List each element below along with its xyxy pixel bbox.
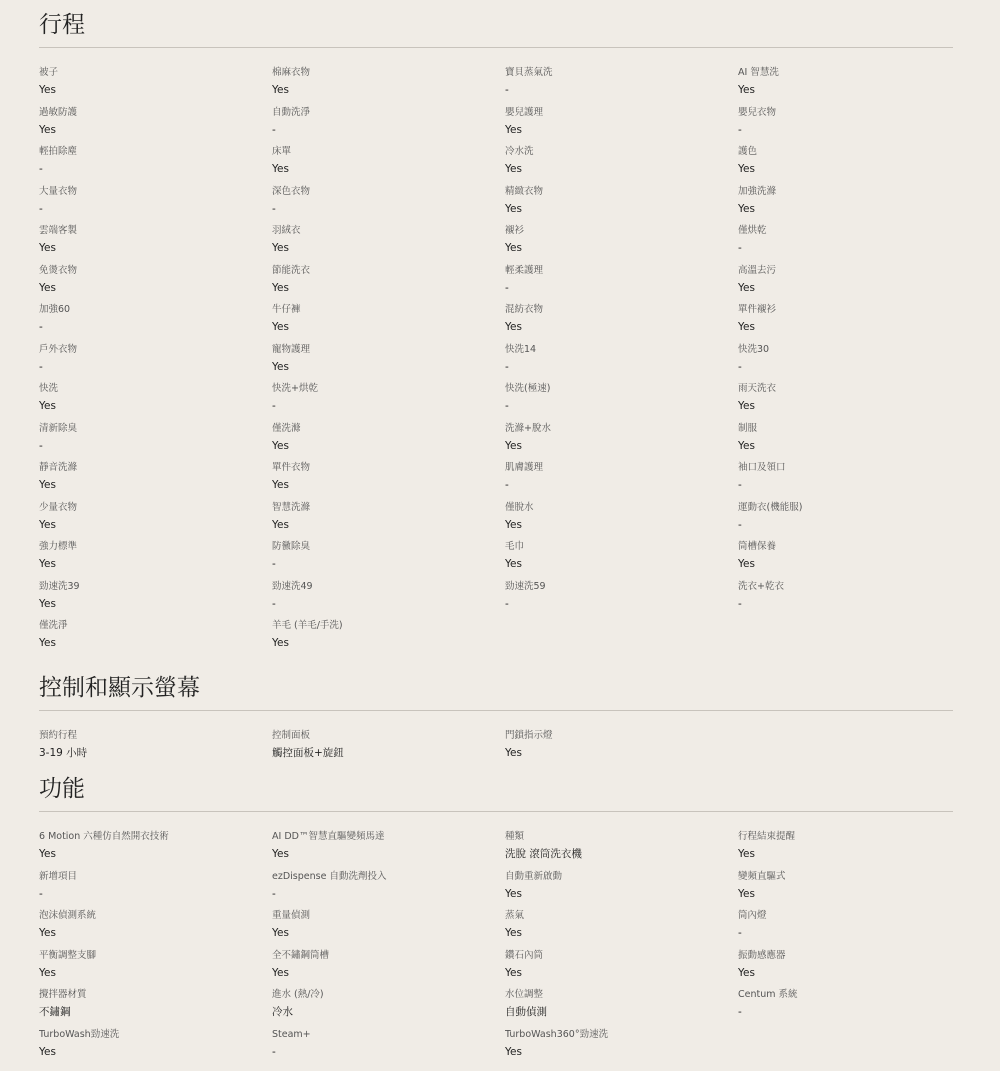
spec-item	[39, 461, 272, 501]
spec-item	[738, 461, 971, 501]
spec-item	[39, 949, 272, 989]
spec-label: 靜音洗滌	[39, 462, 78, 473]
spec-label: AI DD™智慧直驅變頻馬達	[272, 831, 385, 842]
spec-value: Yes	[39, 597, 56, 610]
spec-item	[39, 66, 272, 106]
spec-item	[505, 1028, 738, 1068]
spec-label: 僅洗淨	[39, 620, 68, 631]
spec-label: 鑽石內筒	[505, 949, 544, 961]
spec-value: Yes	[505, 163, 522, 175]
spec-label: 寶貝蒸氣洗	[505, 67, 553, 78]
spec-label: 雲端客製	[39, 225, 78, 236]
spec-label: 羊毛 (羊毛/手洗)	[272, 620, 343, 631]
spec-value: Yes	[272, 848, 289, 860]
spec-grid-features	[39, 812, 953, 1067]
spec-item	[505, 949, 738, 989]
spec-value: Yes	[272, 479, 289, 491]
spec-item	[39, 1028, 272, 1068]
spec-label: 行程結束提醒	[738, 831, 796, 842]
spec-value: Yes	[505, 123, 522, 136]
spec-value: Yes	[39, 637, 56, 649]
spec-value: Yes	[39, 123, 56, 136]
spec-label: 牛仔褲	[272, 304, 301, 315]
spec-label: 單件衣物	[272, 462, 311, 473]
spec-value: 不鏽鋼	[39, 1006, 71, 1018]
spec-item	[738, 909, 971, 949]
spec-value: 觸控面板+旋鈕	[272, 746, 344, 759]
spec-label: 羽絨衣	[272, 225, 301, 236]
spec-label: 種類	[505, 831, 525, 842]
spec-item	[505, 909, 738, 949]
section-controls-display	[39, 659, 953, 769]
spec-label: 變頻直驅式	[738, 870, 786, 882]
spec-item	[505, 382, 738, 422]
spec-value: Yes	[39, 281, 56, 294]
spec-label: 6 Motion 六種仿自然開衣技術	[39, 831, 169, 842]
spec-item	[272, 1028, 505, 1068]
spec-item	[272, 870, 505, 910]
spec-item	[39, 619, 272, 659]
spec-label: 戶外衣物	[39, 343, 78, 355]
spec-value: Yes	[272, 439, 289, 452]
spec-value: Yes	[738, 84, 755, 96]
spec-value: Yes	[272, 281, 289, 294]
spec-label: 新增項目	[39, 870, 78, 882]
spec-label: 輕柔護理	[505, 264, 544, 276]
spec-value: Yes	[39, 927, 56, 939]
spec-value: Yes	[272, 637, 289, 649]
spec-item	[505, 501, 738, 541]
spec-item	[505, 303, 738, 343]
spec-item	[505, 66, 738, 106]
spec-label: 床單	[272, 146, 292, 157]
spec-value: -	[39, 321, 43, 333]
spec-item	[39, 580, 272, 620]
spec-label: 振動感應器	[738, 949, 786, 961]
spec-value: Yes	[738, 321, 755, 333]
spec-item	[272, 619, 505, 659]
spec-value: Yes	[505, 518, 522, 531]
spec-value: -	[505, 360, 509, 373]
spec-item	[272, 145, 505, 185]
spec-item	[39, 501, 272, 541]
spec-value: -	[738, 242, 742, 254]
spec-value: 洗脫 滾筒洗衣機	[505, 848, 582, 860]
spec-item	[738, 382, 971, 422]
spec-item	[505, 540, 738, 580]
spec-value: -	[272, 202, 276, 215]
spec-label: 清新除臭	[39, 422, 78, 434]
spec-label: 自動重新啟動	[505, 870, 563, 882]
spec-value: -	[738, 1006, 742, 1018]
spec-label: 勁速洗39	[39, 580, 80, 592]
spec-value: -	[272, 123, 276, 136]
spec-label: 快洗	[39, 383, 59, 394]
spec-label: 預約行程	[39, 729, 78, 741]
spec-value: -	[272, 558, 276, 570]
spec-value: Yes	[505, 558, 522, 570]
spec-value: Yes	[505, 202, 522, 215]
spec-item	[505, 422, 738, 462]
spec-value: Yes	[738, 400, 755, 412]
spec-label: 制服	[738, 422, 758, 434]
spec-label: 單件襯衫	[738, 304, 777, 315]
spec-value: -	[272, 887, 276, 900]
spec-label: 嬰兒衣物	[738, 106, 777, 118]
spec-label: 護色	[738, 146, 758, 157]
spec-value: Yes	[505, 439, 522, 452]
spec-label: 平衡調整支腳	[39, 949, 97, 961]
spec-value: Yes	[39, 848, 56, 860]
spec-label: 嬰兒護理	[505, 106, 544, 118]
spec-value: -	[738, 479, 742, 491]
spec-value: -	[39, 887, 43, 900]
spec-value: Yes	[505, 321, 522, 333]
spec-item	[272, 949, 505, 989]
spec-item	[505, 224, 738, 264]
spec-value: -	[505, 597, 509, 610]
spec-label: 筒槽保養	[738, 541, 777, 552]
spec-item	[505, 830, 738, 870]
spec-value: Yes	[39, 518, 56, 531]
spec-value: Yes	[39, 1045, 56, 1058]
spec-label: 寵物護理	[272, 343, 311, 355]
spec-value: Yes	[505, 927, 522, 939]
spec-value: -	[738, 360, 742, 373]
spec-value: Yes	[272, 242, 289, 254]
spec-item	[39, 382, 272, 422]
spec-value: Yes	[272, 163, 289, 175]
spec-label: AI 智慧洗	[738, 67, 779, 78]
spec-item	[505, 185, 738, 225]
spec-value: -	[738, 927, 742, 939]
spec-label: 門鎖指示燈	[505, 729, 553, 741]
spec-value: -	[505, 400, 509, 412]
spec-label: 大量衣物	[39, 185, 78, 197]
spec-item	[738, 870, 971, 910]
spec-item	[272, 382, 505, 422]
section-title-features: 功能	[39, 768, 953, 812]
section-programs	[39, 0, 953, 659]
spec-value: Yes	[272, 360, 289, 373]
spec-value: -	[272, 1045, 276, 1058]
spec-label: 僅洗滌	[272, 422, 301, 434]
spec-value: Yes	[272, 321, 289, 333]
spec-item	[39, 422, 272, 462]
spec-item	[39, 830, 272, 870]
spec-item	[505, 988, 738, 1028]
spec-value: -	[505, 281, 509, 294]
spec-label: 泡沫偵測系統	[39, 910, 97, 921]
spec-label: 控制面板	[272, 729, 311, 741]
spec-label: 勁速洗59	[505, 580, 546, 592]
spec-item	[738, 66, 971, 106]
spec-item	[39, 224, 272, 264]
spec-value: -	[39, 439, 43, 452]
spec-label: 加強洗滌	[738, 185, 777, 197]
spec-item	[272, 988, 505, 1028]
spec-value: Yes	[505, 966, 522, 979]
spec-label: 洗滌+脫水	[505, 422, 551, 434]
spec-item	[272, 264, 505, 304]
spec-value: Yes	[272, 518, 289, 531]
spec-value: 冷水	[272, 1006, 293, 1018]
spec-item	[738, 422, 971, 462]
spec-value: -	[738, 123, 742, 136]
spec-item	[39, 540, 272, 580]
spec-item	[272, 422, 505, 462]
spec-label: TurboWash勁速洗	[39, 1028, 120, 1040]
spec-item	[505, 106, 738, 146]
spec-label: 快洗30	[738, 343, 770, 355]
spec-label: 肌膚護理	[505, 462, 544, 473]
spec-label: 毛巾	[505, 541, 525, 552]
spec-value: Yes	[505, 887, 522, 900]
spec-value: Yes	[738, 281, 755, 294]
spec-item	[738, 106, 971, 146]
spec-label: 少量衣物	[39, 501, 78, 513]
spec-label: 袖口及領口	[738, 462, 786, 473]
spec-item	[272, 830, 505, 870]
spec-label: Centum 系統	[738, 989, 798, 1000]
spec-item	[738, 185, 971, 225]
spec-item	[39, 145, 272, 185]
spec-label: 過敏防護	[39, 106, 78, 118]
spec-label: 輕拍除塵	[39, 146, 78, 157]
spec-label: 防黴除臭	[272, 541, 311, 552]
spec-label: 強力標準	[39, 541, 78, 552]
spec-item	[505, 729, 738, 769]
spec-label: Steam+	[272, 1028, 311, 1040]
spec-value: Yes	[738, 202, 755, 215]
spec-item	[738, 949, 971, 989]
spec-value: Yes	[272, 966, 289, 979]
spec-item	[505, 461, 738, 501]
spec-value: -	[505, 84, 509, 96]
spec-label: 雨天洗衣	[738, 383, 777, 394]
spec-value: Yes	[505, 1045, 522, 1058]
spec-value: -	[272, 597, 276, 610]
spec-item	[505, 580, 738, 620]
spec-item	[272, 461, 505, 501]
spec-item	[738, 540, 971, 580]
spec-value: -	[39, 360, 43, 373]
spec-item	[272, 501, 505, 541]
spec-value: Yes	[738, 848, 755, 860]
spec-label: 攪拌器材質	[39, 989, 87, 1000]
spec-item	[505, 145, 738, 185]
spec-item	[505, 870, 738, 910]
spec-label: 洗衣+乾衣	[738, 580, 784, 592]
spec-label: 精緻衣物	[505, 185, 544, 197]
spec-label: 加強60	[39, 304, 71, 315]
spec-value: Yes	[272, 927, 289, 939]
spec-item	[738, 830, 971, 870]
spec-item	[272, 729, 505, 769]
spec-item	[738, 988, 971, 1028]
section-title-controls: 控制和顯示螢幕	[39, 659, 953, 711]
spec-value: -	[505, 479, 509, 491]
spec-item	[272, 343, 505, 383]
spec-label: 運動衣(機能服)	[738, 501, 803, 513]
spec-label: 快洗(極速)	[505, 383, 551, 394]
spec-grid-controls	[39, 711, 953, 769]
spec-item	[39, 106, 272, 146]
spec-value: Yes	[505, 746, 522, 759]
spec-value: Yes	[738, 887, 755, 900]
spec-value: Yes	[738, 439, 755, 452]
spec-label: 水位調整	[505, 989, 544, 1000]
spec-value: Yes	[738, 558, 755, 570]
spec-label: 高溫去污	[738, 264, 777, 276]
spec-value: Yes	[39, 84, 56, 96]
spec-item	[39, 185, 272, 225]
spec-item	[272, 580, 505, 620]
spec-label: 快洗+烘乾	[272, 383, 318, 394]
spec-item	[272, 224, 505, 264]
spec-item	[272, 909, 505, 949]
spec-label: 被子	[39, 67, 59, 78]
spec-item	[39, 729, 272, 769]
spec-label: 棉麻衣物	[272, 67, 311, 78]
spec-label: 襯衫	[505, 225, 525, 236]
spec-label: 蒸氣	[505, 910, 525, 921]
spec-label: 筒內燈	[738, 910, 767, 921]
spec-label: 免燙衣物	[39, 264, 78, 276]
spec-value: -	[39, 163, 43, 175]
spec-item	[272, 66, 505, 106]
spec-item	[39, 303, 272, 343]
spec-value: Yes	[39, 479, 56, 491]
section-title-programs: 行程	[39, 0, 953, 48]
spec-label: 快洗14	[505, 343, 537, 355]
spec-value: Yes	[738, 966, 755, 979]
spec-item	[738, 145, 971, 185]
spec-label: TurboWash360°勁速洗	[505, 1028, 609, 1040]
spec-value: Yes	[39, 558, 56, 570]
spec-item	[272, 185, 505, 225]
spec-item	[272, 303, 505, 343]
spec-item	[738, 264, 971, 304]
spec-value: Yes	[39, 242, 56, 254]
spec-item	[39, 909, 272, 949]
spec-label: ezDispense 自動洗劑投入	[272, 870, 387, 882]
spec-item	[738, 224, 971, 264]
spec-label: 自動洗淨	[272, 106, 311, 118]
spec-value: Yes	[39, 966, 56, 979]
spec-value: -	[39, 202, 43, 215]
spec-item	[39, 264, 272, 304]
spec-item	[738, 343, 971, 383]
spec-value: Yes	[272, 84, 289, 96]
spec-item	[738, 303, 971, 343]
spec-label: 進水 (熱/冷)	[272, 989, 324, 1000]
spec-item	[505, 264, 738, 304]
spec-value: Yes	[738, 163, 755, 175]
spec-value: 3-19 小時	[39, 746, 88, 759]
spec-value: 自動偵測	[505, 1006, 547, 1018]
spec-label: 重量偵測	[272, 910, 311, 921]
spec-label: 僅烘乾	[738, 225, 767, 236]
spec-label: 節能洗衣	[272, 264, 311, 276]
spec-label: 混紡衣物	[505, 304, 544, 315]
spec-value: Yes	[505, 242, 522, 254]
spec-value: -	[738, 518, 742, 531]
spec-label: 冷水洗	[505, 146, 534, 157]
spec-label: 勁速洗49	[272, 580, 313, 592]
spec-item	[39, 870, 272, 910]
spec-item	[505, 343, 738, 383]
spec-label: 深色衣物	[272, 185, 311, 197]
spec-item	[272, 106, 505, 146]
spec-item	[738, 501, 971, 541]
spec-label: 全不鏽鋼筒槽	[272, 949, 330, 961]
spec-label: 智慧洗滌	[272, 501, 311, 513]
spec-label: 僅脫水	[505, 501, 534, 513]
spec-value: Yes	[39, 400, 56, 412]
section-features	[39, 768, 953, 1067]
spec-item	[272, 540, 505, 580]
spec-item	[738, 580, 971, 620]
spec-item	[39, 988, 272, 1028]
spec-value: -	[272, 400, 276, 412]
spec-value: -	[738, 597, 742, 610]
spec-grid-programs	[39, 48, 953, 659]
spec-item	[39, 343, 272, 383]
